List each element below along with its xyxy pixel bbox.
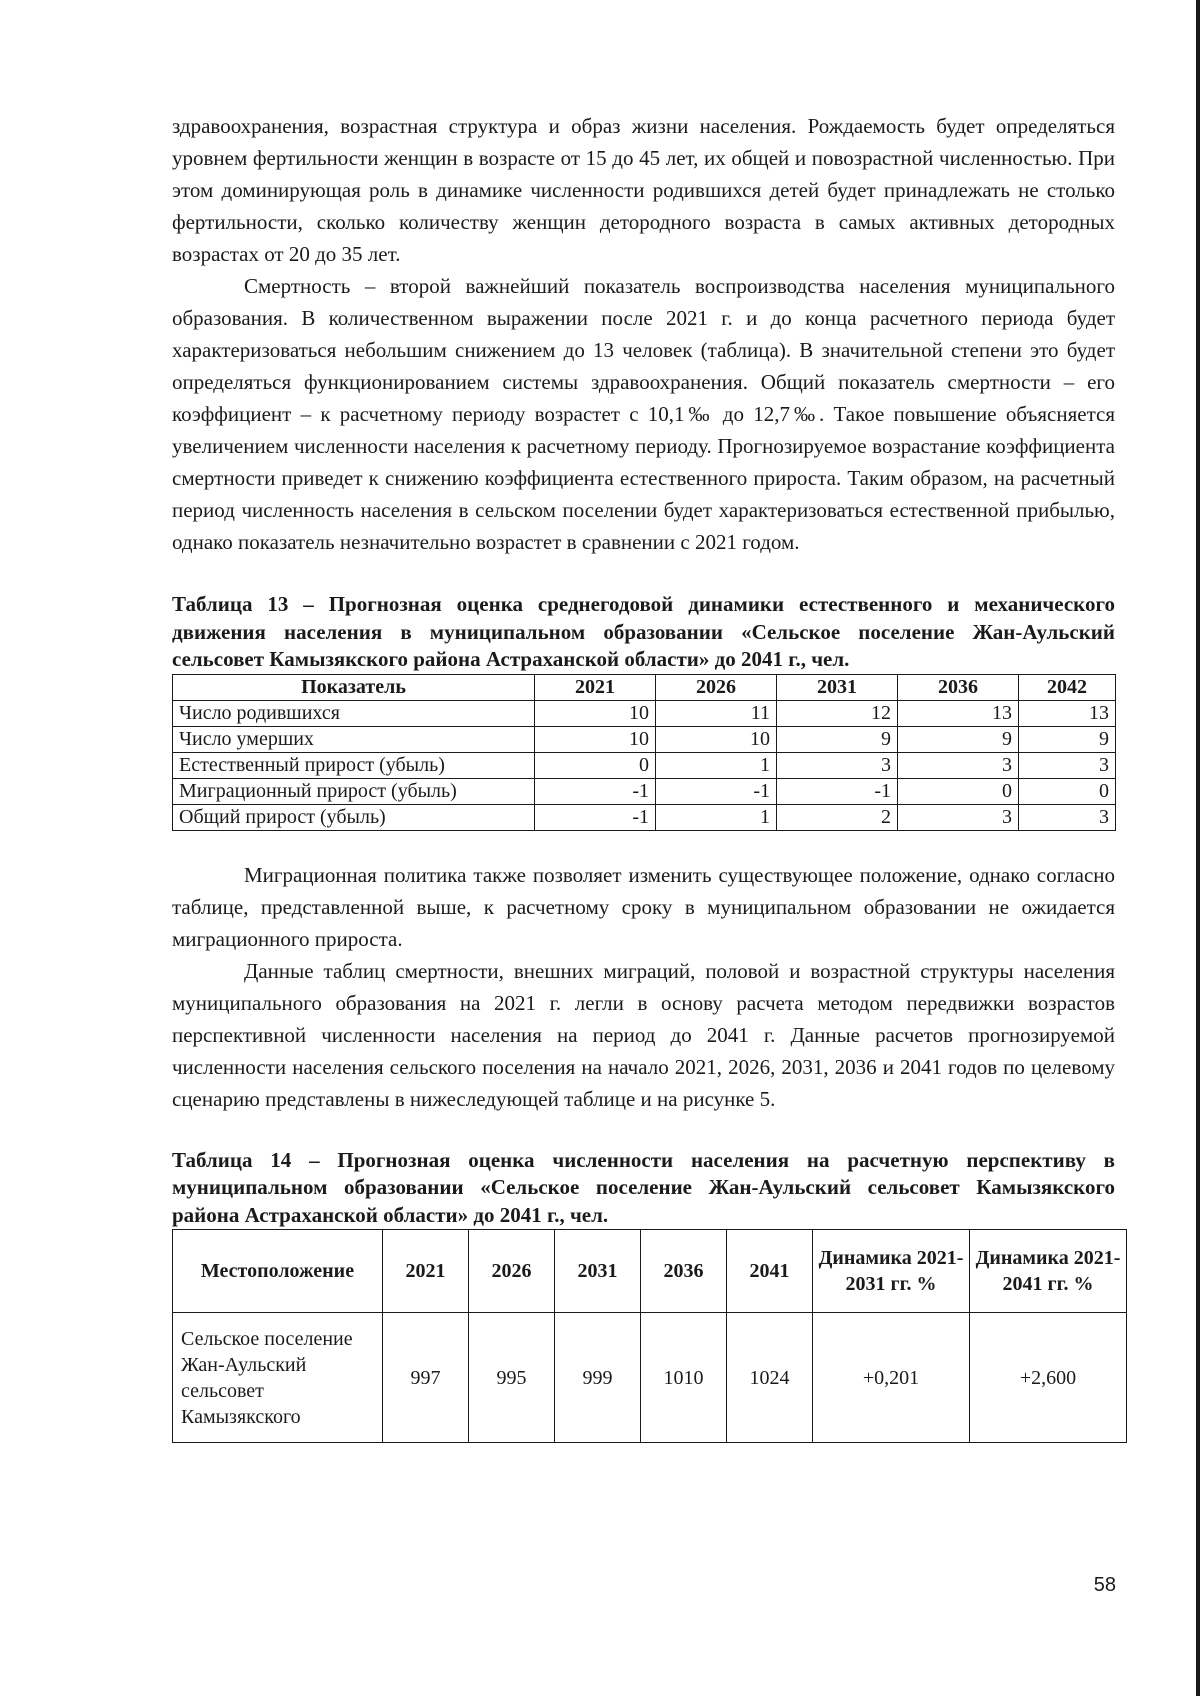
table-13-header: 2042: [1019, 674, 1116, 700]
paragraph-4: Данные таблиц смертности, внешних миграций, половой и возрастной структуры населения муниципального образования на 2021 г. легли в основу расчета методом передвижки возрастов перспективной численности населения на период до 2041 г. Данные расчетов прогнозируемой численности населения сельского поселения на начало 2021, 2026, 2031, 2036 и 2041 годов по целевому сценарию представлены в нижеследующей таблице и на рисунке 5.: [172, 958, 1115, 1111]
cell-value: 1010: [641, 1313, 727, 1443]
cell-value: -1: [656, 778, 777, 804]
table-13-header: Показатель: [173, 674, 535, 700]
cell-value: 12: [777, 700, 898, 726]
cell-value: 3: [777, 752, 898, 778]
table-14-header: Динамика 2021-2041 гг. %: [970, 1230, 1127, 1313]
row-label: Естественный прирост (убыль): [173, 752, 535, 778]
cell-value: 10: [656, 726, 777, 752]
row-label: Число родившихся: [173, 700, 535, 726]
cell-value: -1: [535, 778, 656, 804]
table-row: [173, 700, 1116, 726]
cell-value: 2: [777, 804, 898, 830]
table-14-header: Динамика 2021-2031 гг. %: [813, 1230, 970, 1313]
table-13: [172, 674, 1116, 831]
cell-value: 1: [656, 752, 777, 778]
cell-value: 3: [898, 804, 1019, 830]
cell-value: 997: [383, 1313, 469, 1443]
document-body: [172, 110, 1121, 1443]
cell-value: +2,600: [970, 1313, 1127, 1443]
table-row: [173, 752, 1116, 778]
paragraph-2: Смертность – второй важнейший показатель воспроизводства населения муниципального образования. В количественном выражении после 2021 г. и до конца расчетного периода будет характеризоваться небольшим снижением до 13 человек (таблица). В значительной степени это будет определяться функционированием системы здравоохранения. Общий показатель смертности – его коэффициент – к расчетному периоду возрастет с 10,1‰ до 12,7‰. Такое повышение объясняется увеличением численности населения к расчетному периоду. Прогнозируемое возрастание коэффициента смертности приведет к снижению коэффициента естественного прироста. Таким образом, на расчетный период численность населения в сельском поселении будет характеризоваться естественной прибылью, однако показатель незначительно возрастет в сравнении с 2021 годом.: [172, 274, 1115, 554]
cell-value: 9: [777, 726, 898, 752]
table-14: [172, 1229, 1127, 1443]
table-row: [173, 726, 1116, 752]
cell-value: 9: [1019, 726, 1116, 752]
table-13-header: 2021: [535, 674, 656, 700]
cell-value: 11: [656, 700, 777, 726]
table-13-header: 2036: [898, 674, 1019, 700]
cell-value: 9: [898, 726, 1019, 752]
table-14-header: 2041: [727, 1230, 813, 1313]
table-14-caption: Таблица 14 – Прогнозная оценка численности населения на расчетную перспективу в муниципальном образовании «Сельское поселение Жан-Аульский сельсовет Камызякского района Астраханской области» до 2041 г., чел.: [172, 1147, 1115, 1227]
cell-value: -1: [535, 804, 656, 830]
cell-value: 0: [898, 778, 1019, 804]
cell-value: 999: [555, 1313, 641, 1443]
table-row: [173, 1313, 1127, 1443]
paragraph-3: Миграционная политика также позволяет изменить существующее положение, однако согласно таблице, представленной выше, к расчетному сроку в муниципальном образовании не ожидается миграционного прироста.: [172, 862, 1115, 951]
cell-value: 0: [535, 752, 656, 778]
table-13-header: 2026: [656, 674, 777, 700]
table-row: [173, 804, 1116, 830]
page-edge: [1196, 0, 1200, 1696]
page-number: 58: [1093, 1574, 1116, 1596]
table-14-header: 2026: [469, 1230, 555, 1313]
cell-value: 0: [1019, 778, 1116, 804]
table-14-header: 2021: [383, 1230, 469, 1313]
cell-value: 13: [898, 700, 1019, 726]
row-label: Сельское поселение Жан-Аульский сельсовет Камызякского: [173, 1313, 383, 1443]
row-label: Общий прирост (убыль): [173, 804, 535, 830]
table-14-header: 2031: [555, 1230, 641, 1313]
cell-value: 1: [656, 804, 777, 830]
cell-value: 1024: [727, 1313, 813, 1443]
cell-value: 13: [1019, 700, 1116, 726]
paragraph-1: здравоохранения, возрастная структура и образ жизни населения. Рождаемость будет определяться уровнем фертильности женщин в возрасте от 15 до 45 лет, их общей и повозрастной численностью. При этом доминирующая роль в динамике численности родившихся детей будет принадлежать не столько фертильности, сколько количеству женщин детородного возраста в самых активных детородных возрастах от 20 до 35 лет.: [172, 114, 1115, 266]
cell-value: 3: [1019, 804, 1116, 830]
row-label: Число умерших: [173, 726, 535, 752]
cell-value: +0,201: [813, 1313, 970, 1443]
table-13-header: 2031: [777, 674, 898, 700]
table-14-header-row: [173, 1230, 1127, 1313]
table-13-caption: Таблица 13 – Прогнозная оценка среднегодовой динамики естественного и механического движения населения в муниципальном образовании «Сельское поселение Жан-Аульский сельсовет Камызякского района Астраханской области» до 2041 г., чел.: [172, 592, 1115, 671]
cell-value: 10: [535, 726, 656, 752]
cell-value: 10: [535, 700, 656, 726]
cell-value: 3: [1019, 752, 1116, 778]
row-label: Миграционный прирост (убыль): [173, 778, 535, 804]
table-14-header: 2036: [641, 1230, 727, 1313]
table-14-header: Местоположение: [173, 1230, 383, 1313]
cell-value: 995: [469, 1313, 555, 1443]
cell-value: -1: [777, 778, 898, 804]
table-row: [173, 778, 1116, 804]
cell-value: 3: [898, 752, 1019, 778]
table-13-header-row: [173, 674, 1116, 700]
